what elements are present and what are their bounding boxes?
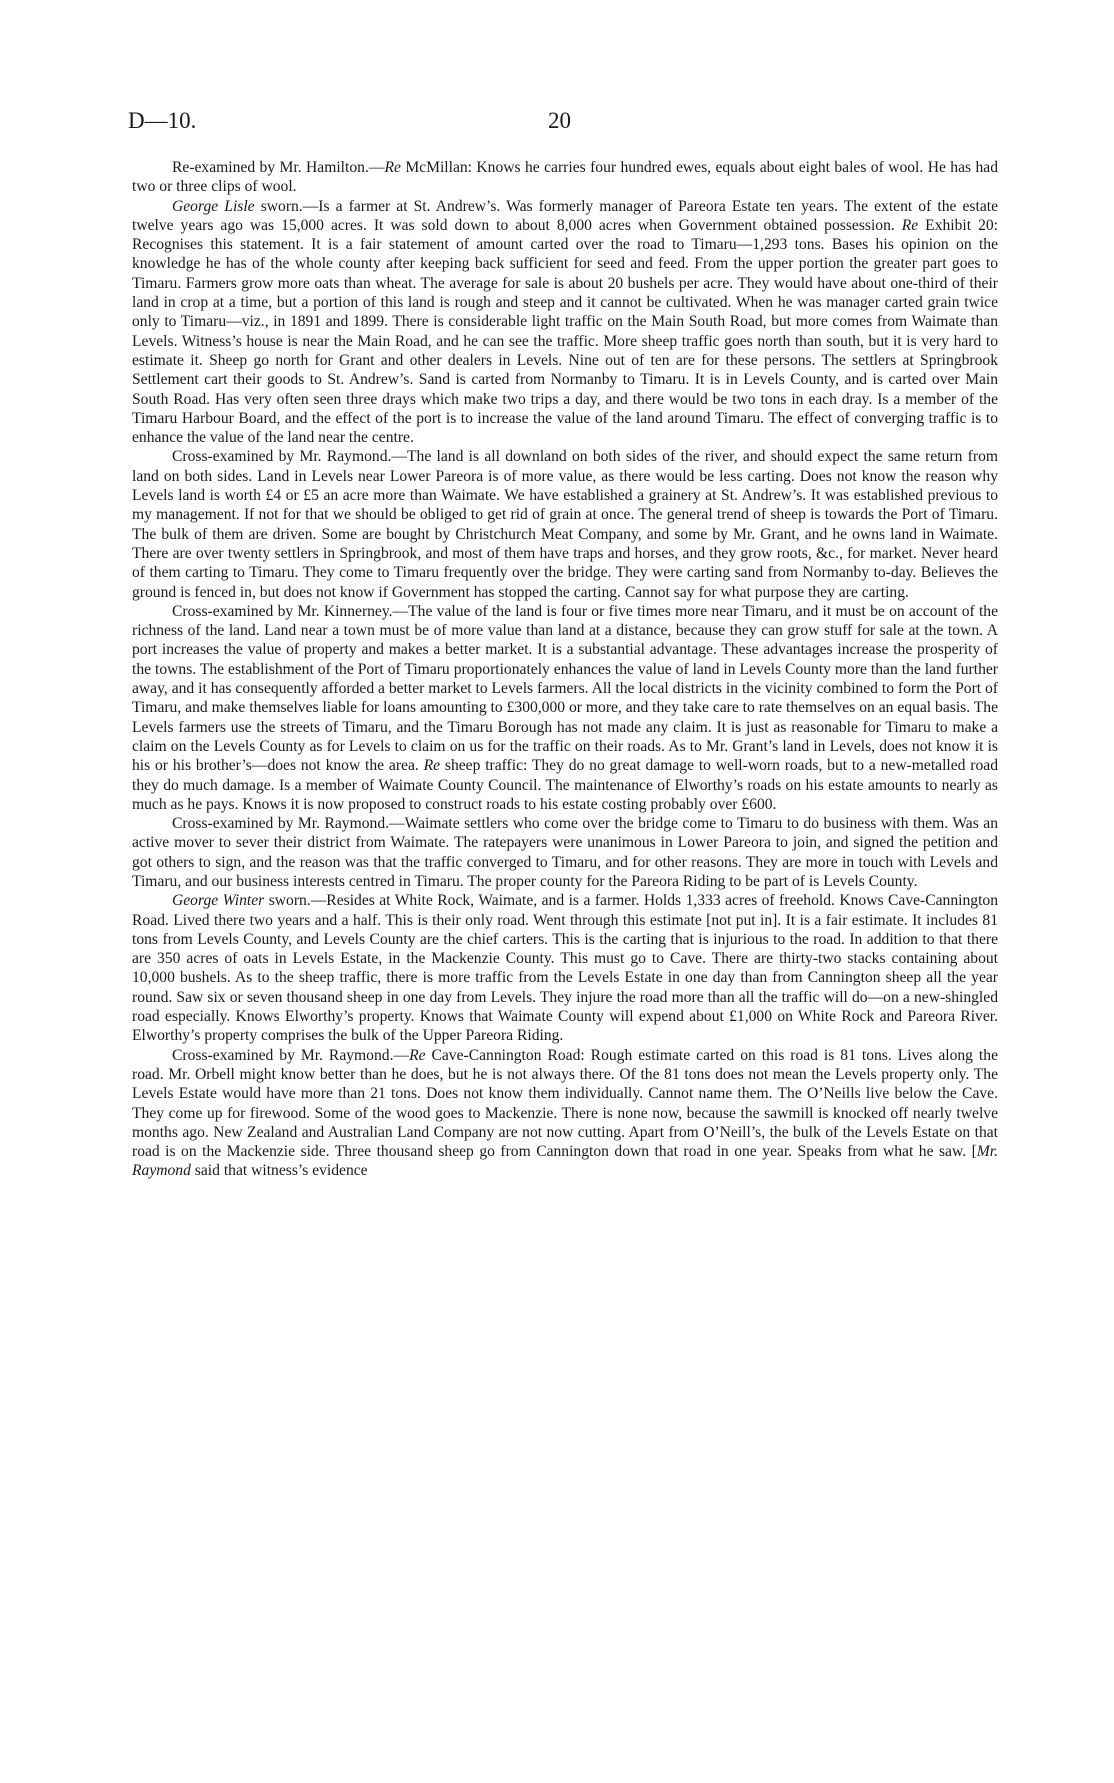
paragraph-hamilton-reexam bbox=[132, 158, 998, 197]
text-run: Cross-examined by Mr. Raymond.—The land is all downland on both sides of the river, and should expect the same return from land on both sides. Land in Levels near Lower Pareora is of more value, as there would be less carting. Does not know the reason why Levels land is worth £4 or £5 an acre more than Waimate. We have established a grainery at St. Andrew’s. It was established previous to my management. If not for that we should be obliged to get rid of grain at once. The general trend of sheep is towards the Port of Timaru. The bulk of them are driven. Some are bought by Christchurch Meat Company, and some by Mr. Grant, and he owns land in Waimate. There are over twenty settlers in Springbrook, and most of them have traps and horses, and they grow roots, &c., for market. Never heard of them carting to Timaru. They come to Timaru frequently over the bridge. They were carting sand from Normanby to-day. Believes the ground is fenced in, but does not know if Government has stopped the carting. Cannot say for what purpose they are carting. bbox=[132, 448, 998, 601]
paragraph-raymond-crossexam-2 bbox=[132, 814, 998, 891]
italic-run: Re bbox=[409, 1046, 426, 1064]
document-body bbox=[132, 158, 998, 1181]
text-run: Cross-examined by Mr. Raymond.— bbox=[172, 1046, 410, 1064]
text-run: sworn.—Is a farmer at St. Andrew’s. Was formerly manager of Pareora Estate ten years. The extent of the estate twelve years ago was 15,000 acres. It was sold down to about 8,000 acres when Government obtained possession. bbox=[132, 197, 998, 234]
page-header bbox=[128, 108, 998, 138]
page-number: 20 bbox=[548, 108, 571, 133]
text-run: sheep traffic: They do no great damage to well-worn roads, but to a new-metalled road they do much damage. Is a member of Waimate County Council. The maintenance of Elworthy’s roads on his estate amounts to nearly as much as he pays. Knows it is now proposed to construct roads to his estate costing probably over £600. bbox=[132, 757, 999, 813]
text-run: Exhibit 20: Recognises this statement. It is a fair statement of amount carted over the road to Timaru—1,293 tons. Bases his opinion on the knowledge he has of the whole county after keeping back sufficient for seed and feed. From the upper portion the greater part goes to Timaru. Farmers grow more oats than wheat. The average for sale is about 20 bushels per acre. They would have about one-third of their land in crop at a time, but a portion of this land is rough and steep and it cannot be cultivated. When he was manager carted grain twice only to Timaru—viz., in 1891 and 1899. There is considerable light traffic on the Main South Road, but more comes from Waimate than Levels. Witness’s house is near the Main Road, and he can see the traffic. More sheep traffic goes north than south, but it is very hard to estimate it. Sheep go north for Grant and other dealers in Levels. Nine out of ten are for these persons. The settlers at Springbrook Settlement cart their goods to St. Andrew’s. Sand is carted from Normanby to Timaru. It is in Levels County, and is carted over Main South Road. Has very often seen three drays which make two trips a day, and there would be two tons in each dray. Is a member of the Timaru Harbour Board, and the effect of the port is to increase the value of the land around Timaru. The effect of converging traffic is to enhance the value of the land near the centre. bbox=[132, 216, 998, 447]
text-run: Cave-Cannington Road: Rough estimate carted on this road is 81 tons. Lives along the road. Mr. Orbell might know better than he does, but he is not always there. Of the 81 tons does not mean the Levels property only. The Levels Estate would have more than 21 tons. Does not know them individually. Cannot name them. The O’Neills live below the Cave. They come up for firewood. Some of the wood goes to Mackenzie. There is none now, because the sawmill is knocked off nearly twelve months ago. New Zealand and Australian Land Company are not now cutting. Apart from O’Neill’s, the bulk of the Levels Estate on that road is on the Mackenzie side. Three thousand sheep go from Cannington down that road in one year. Speaks from what he saw. [ bbox=[132, 1046, 998, 1161]
italic-run: Re bbox=[901, 216, 919, 234]
text-run: McMillan: Knows he carries four hundred ewes, equals about eight bales of wool. He has had two or three clips of wool. bbox=[132, 159, 998, 196]
paragraph-lisle-sworn bbox=[132, 197, 998, 448]
series-code: D—10. bbox=[128, 108, 197, 133]
italic-run: Mr. Raymond bbox=[132, 1143, 998, 1180]
text-run: Cross-examined by Mr. Kinnerney.—The value of the land is four or five times more near Timaru, and it must be on account of the richness of the land. Land near a town must be of more value than land at a distance, because they can grow stuff for sale at the town. A port increases the value of property and makes a better market. It is a substantial advantage. These advantages increase the prosperity of the towns. The establishment of the Port of Timaru proportionately enhances the value of land in Levels County more than the land further away, and it has consequently afforded a better market to Levels farmers. All the local districts in the vicinity combined to form the Port of Timaru, and make themselves liable for loans amounting to £300,000 or more, and they take care to rate themselves on an equal basis. The Levels farmers use the streets of Timaru, and the Timaru Borough has not made any claim. It is just as reasonable for Timaru to make a claim on the Levels County as for Levels to claim on us for the traffic on their roads. As to Mr. Grant’s land in Levels, does not know it is his or his brother’s—does not know the area. bbox=[132, 602, 998, 775]
text-run: sworn.—Resides at White Rock, Waimate, and is a farmer. Holds 1,333 acres of freehold. Knows Cave-Cannington Road. Lived there two years and a half. This is their only road. Went through this estimate [not put in]. It is a fair estimate. It includes 81 tons from Levels County, and Levels County are the chief carters. This is the carting that is injurious to the road. In addition to that there are 350 acres of oats in Levels Estate, in the Mackenzie County. This must go to Cave. There are thirty-two stacks containing about 10,000 bushels. As to the sheep traffic, there is more traffic from the Levels Estate in one day than from Cannington sheep all the year round. Saw six or seven thousand sheep in one day from Levels. They injure the road more than all the traffic will do—on a new-shingled road especially. Knows Elworthy’s property. Knows that Waimate County will expend about £1,000 on White Rock and Pareora River. Elworthy’s property comprises the bulk of the Upper Pareora Riding. bbox=[132, 892, 999, 1045]
text-run: said that witness’s evidence bbox=[190, 1162, 368, 1180]
paragraph-kinnerney-crossexam bbox=[132, 602, 998, 814]
witness-name: George Winter bbox=[172, 892, 265, 910]
paragraph-raymond-crossexam-1 bbox=[132, 447, 998, 601]
italic-run: Re bbox=[423, 757, 441, 775]
paragraph-raymond-crossexam-3 bbox=[132, 1046, 998, 1181]
paragraph-winter-sworn bbox=[132, 891, 998, 1045]
italic-run: Re bbox=[384, 159, 401, 176]
witness-name: George Lisle bbox=[172, 197, 255, 215]
text-run: Re-examined by Mr. Hamilton.— bbox=[172, 159, 385, 176]
text-run: Cross-examined by Mr. Raymond.—Waimate settlers who come over the bridge come to Timaru to do business with them. Was an active mover to sever their district from Waimate. The ratepayers were unanimous in Lower Pareora to join, and signed the petition and got others to sign, and the reason was that the traffic converged to Timaru, and for other reasons. They are more in touch with Levels and Timaru, and our business interests centred in Timaru. The proper county for the Pareora Riding to be part of is Levels County. bbox=[132, 815, 998, 890]
